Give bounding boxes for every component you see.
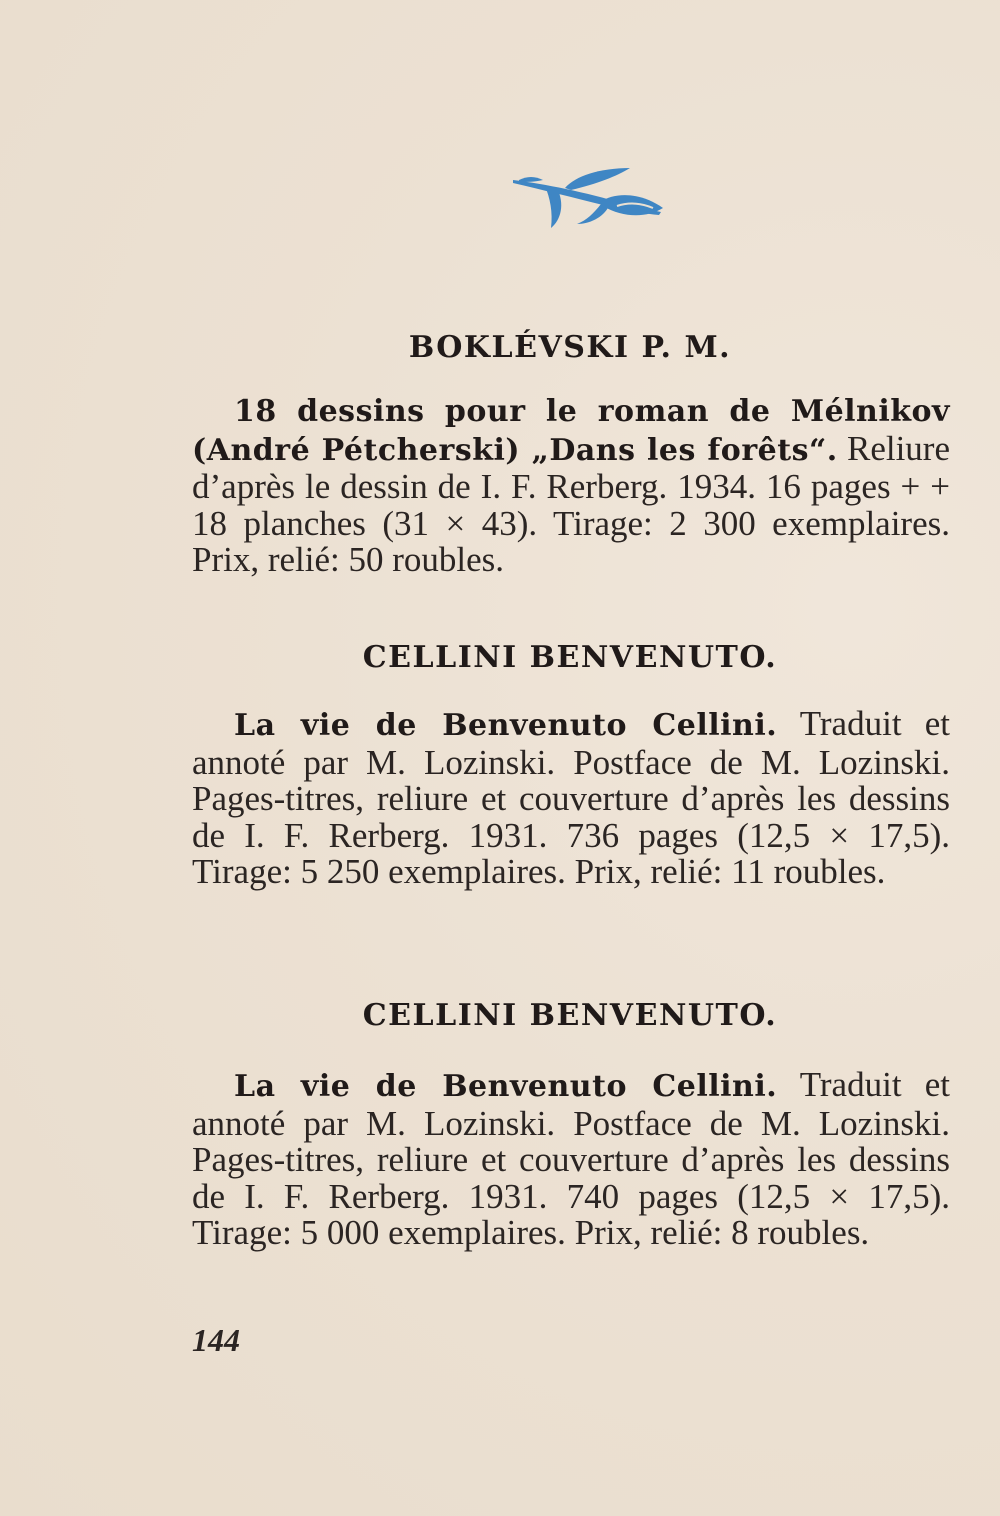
entry-heading-2: CELLINI BENVENUTO.: [362, 640, 778, 675]
page-number: 144: [192, 1322, 240, 1358]
entry-body-2: [192, 706, 950, 891]
entry-title-1: 18 dessins pour le roman de Mélnikov (André Pétcherski) „Dans les forêts“.: [192, 394, 950, 468]
entry-details-1: Reliure d’après le dessin de I. F. Rerberg. 1934. 16 pages + + 18 planches (31 × 43). Tirage: 2 300 exemplaires. Prix, relié: 50 roubles.: [192, 428, 950, 579]
laurel-sprig-icon: [505, 162, 665, 234]
entry-details-3: Traduit et annoté par M. Lozinski. Postface de M. Lozinski. Pages-titres, reliure et couverture d’après les dessins de I. F. Rerberg. 1931. 740 pages (12,5 × 17,5). Tirage: 5 000 exemplaires. Prix, relié: 8 roubles.: [192, 1065, 950, 1252]
entry-title-3: La vie de Benvenuto Cellini.: [234, 1069, 778, 1104]
entry-heading-3: CELLINI BENVENUTO.: [362, 998, 778, 1033]
entry-body-3: [192, 1067, 950, 1252]
entry-body-1: [192, 392, 950, 579]
entry-heading-1: BOKLÉVSKI P. M.: [408, 330, 732, 365]
entry-details-2: Traduit et annoté par M. Lozinski. Postface de M. Lozinski. Pages-titres, reliure et couverture d’après les dessins de I. F. Rerberg. 1931. 736 pages (12,5 × 17,5). Tirage: 5 250 exemplaires. Prix, relié: 11 roubles.: [192, 704, 950, 891]
entry-title-2: La vie de Benvenuto Cellini.: [234, 708, 778, 743]
